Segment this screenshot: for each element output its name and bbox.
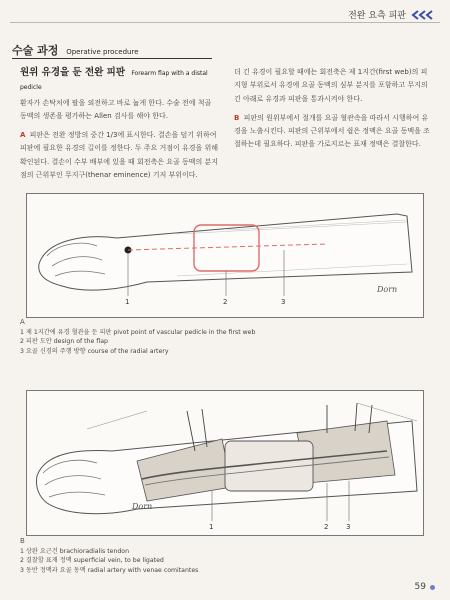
- figure-b-legend-item: 2 결찰할 표재 정맥 superficial vein, to be ligated: [20, 557, 164, 565]
- chevron-left-icon: [410, 10, 436, 20]
- subsection-heading-en: Forearm flap with a distal pedicle: [20, 70, 208, 92]
- page-dot-icon: [430, 585, 435, 590]
- subsection-heading: [20, 66, 220, 95]
- figure-a-marker-2: 2: [223, 298, 228, 306]
- figure-a-legend-item: 3 요골 신경의 주행 방향 course of the radial artery: [20, 347, 169, 355]
- right-column: [234, 66, 434, 158]
- paragraph-b: [234, 112, 434, 152]
- section-rule: [12, 58, 212, 59]
- paragraph-a: [20, 129, 220, 182]
- figure-a-illustration: [27, 194, 423, 317]
- subsection-heading-ko: 원위 유경을 둔 전완 피판: [20, 67, 125, 78]
- intro-paragraph: 환자가 손탁처에 팔을 외전하고 바로 눕게 한다. 수술 전에 척골 동맥의 생존을 평가하는 Allen 검사를 해야 한다.: [20, 98, 212, 120]
- figure-b-legend: [20, 537, 198, 575]
- figure-b-legend-item: 1 상완 요근건 brachioradialis tendon: [20, 547, 130, 555]
- section-title-ko: 수술 과정: [12, 44, 59, 57]
- section-title-en: Operative procedure: [66, 48, 139, 56]
- figure-b-marker-3: 3: [346, 523, 351, 531]
- figure-b-signature: Dorn: [132, 502, 153, 511]
- figure-a-marker-3: 3: [281, 298, 286, 306]
- figure-a-letter: A: [20, 318, 25, 326]
- right-intro-paragraph: 더 긴 유경이 필요할 때에는 회전축은 제 1지간(first web)의 피지형 부위로서 유경에 요골 동맥의 심부 분지를 포함하고 무지의 긴 아래로 유경과 피판을 통과시켜야 한다.: [234, 68, 428, 103]
- figure-b-marker-1: 1: [209, 523, 214, 531]
- paragraph-b-text: 피판의 원위부에서 절개를 요골 혈관속을 따라서 시행하여 유경을 노출시킨다. 피판의 근위부에서 쉽은 정맥은 요골 동맥을 조절하는데 필요하다. 피판을 가로지르는 표재 정맥은 결찰한다.: [234, 113, 430, 149]
- paragraph-a-marker: A: [20, 131, 26, 140]
- figure-a-legend: [20, 318, 255, 356]
- figure-a-signature: Dorn: [377, 285, 398, 294]
- figure-b-marker-2: 2: [324, 523, 329, 531]
- paragraph-b-marker: B: [234, 113, 240, 122]
- figure-b-illustration: [27, 391, 423, 535]
- left-column: [20, 66, 220, 188]
- running-header: [348, 8, 436, 21]
- page-number-text: 59: [414, 582, 426, 592]
- header-rule: [10, 22, 440, 23]
- header-title: 전완 요측 피판: [348, 11, 406, 21]
- figure-a-marker-1: 1: [125, 298, 130, 306]
- figure-a-legend-item: 2 피판 도안 design of the flap: [20, 338, 108, 346]
- figure-b-letter: B: [20, 537, 25, 545]
- figure-b-legend-item: 3 동반 정맥과 요골 동맥 radial artery with venae comitantes: [20, 566, 199, 574]
- figure-a: [26, 193, 424, 318]
- figure-a-legend-item: 1 제 1지간에 유경 혈관을 둔 피판 pivot point of vascular pedicle in the first web: [20, 328, 256, 336]
- section-title: [12, 42, 139, 58]
- page-number: [415, 582, 435, 592]
- paragraph-a-text: 피판은 전완 정방의 중간 1/3에 표시한다. 결손을 덮기 위하여 피판에 필요한 유경의 길이를 정한다. 두 주요 거점이 유경을 위해 확인된다. 결손이 수부 배부에 있을 때 회전축은 요골 동맥의 분지점의 근위부인 무지구(thenar eminence) 기저 부위이다.: [20, 131, 219, 180]
- figure-b: [26, 390, 424, 536]
